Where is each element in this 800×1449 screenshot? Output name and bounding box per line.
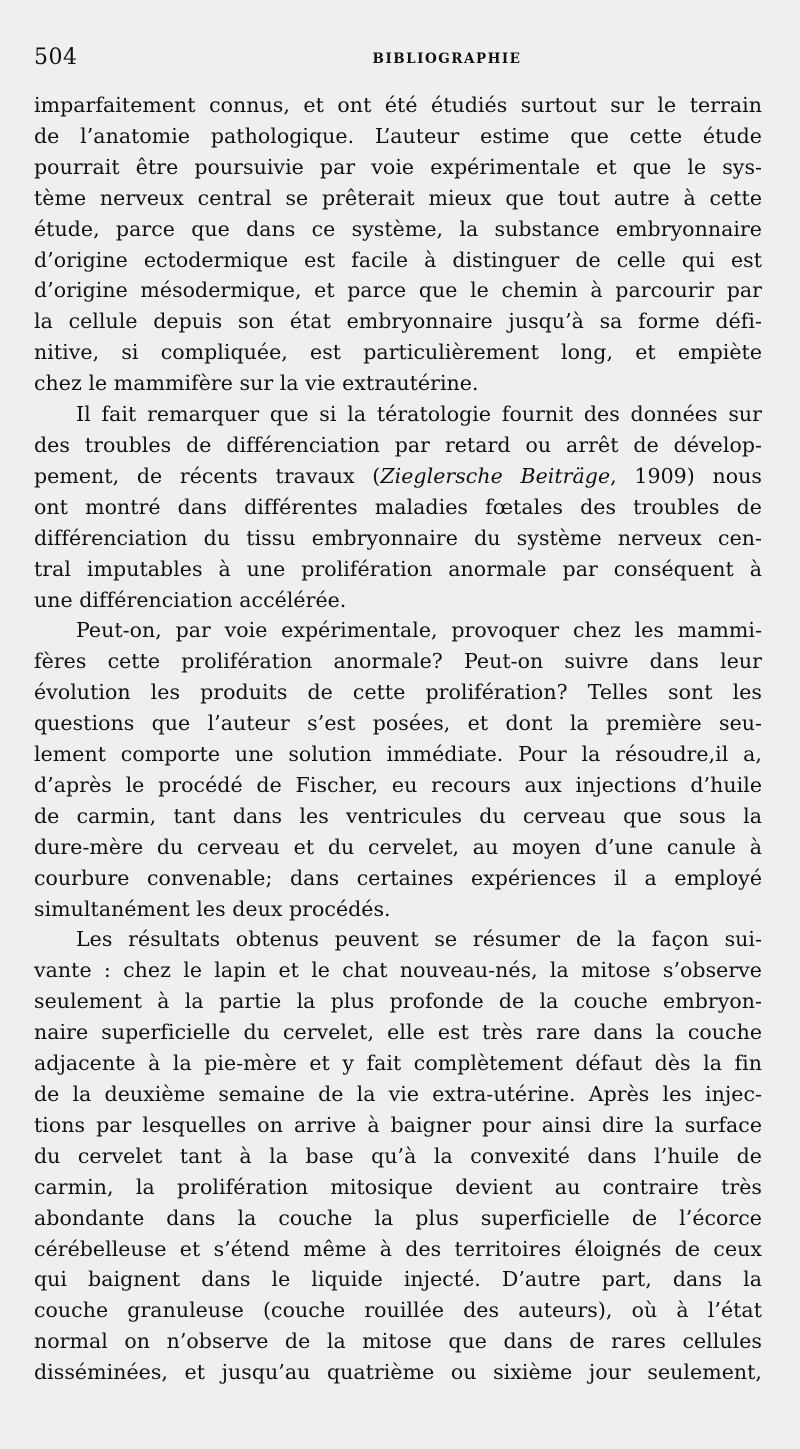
text-line: de carmin, tant dans les ventricules du cerveau que sous la xyxy=(34,803,762,828)
text-line: couche granuleuse (couche rouillée des auteurs), où à l’état xyxy=(34,1298,762,1323)
text-line: tions par lesquelles on arrive à baigner pour ainsi dire la surface xyxy=(34,1112,762,1137)
text-line: Il fait remarquer que si la tératologie fournit des données sur xyxy=(76,402,762,427)
text-line: lement comporte une solution immédiate. Pour la résoudre,il a, xyxy=(34,742,762,767)
text-line: pement, de récents travaux (Zieglersche Beiträge, 1909) nous xyxy=(34,463,762,488)
text-line: naire superficielle du cervelet, elle est très rare dans la couche xyxy=(34,1020,762,1045)
text-line: tral imputables à une prolifération anormale par conséquent à xyxy=(34,556,762,581)
text-line: tème nerveux central se prêterait mieux que tout autre à cette xyxy=(34,185,762,210)
text-line: chez le mammifère sur la vie extrautérine. xyxy=(34,371,479,396)
text-line: seulement à la partie la plus profonde de la couche embryon- xyxy=(34,989,762,1014)
text-line: du cervelet tant à la base qu’à la convexité dans l’huile de xyxy=(34,1143,762,1168)
text-line: d’origine mésodermique, et parce que le chemin à parcourir par xyxy=(34,278,762,303)
text-line: imparfaitement connus, et ont été étudiés surtout sur le terrain xyxy=(34,93,762,117)
text-line: adjacente à la pie-mère et y fait complètement défaut dès la fin xyxy=(34,1051,762,1076)
body-text xyxy=(34,90,762,1388)
paragraph-1 xyxy=(34,90,762,399)
text-line: normal on n’observe de la mitose que dans de rares cellules xyxy=(34,1329,762,1354)
text-line: vante : chez le lapin et le chat nouveau-nés, la mitose s’observe xyxy=(34,958,762,983)
running-head: BIBLIOGRAPHIE xyxy=(372,51,522,67)
text-line: d’origine ectodermique est facile à distinguer de celle qui est xyxy=(34,247,762,272)
page-header xyxy=(34,46,780,78)
text-line: abondante dans la couche la plus superficielle de l’écorce xyxy=(34,1205,762,1230)
text-line: de l’anatomie pathologique. L’auteur estime que cette étude xyxy=(34,123,762,148)
text-line: nitive, si compliquée, est particulièrement long, et empiète xyxy=(34,340,762,365)
text-line: d’après le procédé de Fischer, eu recours aux injections d’huile xyxy=(34,772,762,797)
text-line: qui baignent dans le liquide injecté. D’autre part, dans la xyxy=(34,1267,762,1292)
text-line: la cellule depuis son état embryonnaire jusqu’à sa forme défi- xyxy=(34,309,762,334)
text-line: une différenciation accélérée. xyxy=(34,587,347,612)
text-line: carmin, la prolifération mitosique devient au contraire très xyxy=(34,1174,762,1199)
journal-title: Zieglersche Beiträge xyxy=(380,463,611,488)
text-line: étude, parce que dans ce système, la substance embryonnaire xyxy=(34,216,762,241)
text-line: pourrait être poursuivie par voie expérimentale et que le sys- xyxy=(34,154,762,179)
text-line: questions que l’auteur s’est posées, et dont la première seu- xyxy=(34,711,762,736)
text-line: Peut-on, par voie expérimentale, provoquer chez les mammi- xyxy=(76,618,762,643)
text-line: simultanément les deux procédés. xyxy=(34,896,391,921)
text-line: des troubles de différenciation par retard ou arrêt de dévelop- xyxy=(34,432,762,457)
text-line: Les résultats obtenus peuvent se résumer de la façon sui- xyxy=(76,927,762,952)
paragraph-2 xyxy=(34,399,762,615)
text-line: de la deuxième semaine de la vie extra-utérine. Après les injec- xyxy=(34,1082,762,1106)
text-line: dure-mère du cerveau et du cervelet, au moyen d’une canule à xyxy=(34,834,762,859)
text-line: évolution les produits de cette prolifération? Telles sont les xyxy=(34,680,762,705)
page-number: 504 xyxy=(34,45,78,70)
text-line: courbure convenable; dans certaines expériences il a employé xyxy=(34,865,762,890)
text-line: ont montré dans différentes maladies fœtales des troubles de xyxy=(34,494,762,519)
text-line: fères cette prolifération anormale? Peut-on suivre dans leur xyxy=(34,649,762,674)
text-line: disséminées, et jusqu’au quatrième ou sixième jour seulement, xyxy=(34,1360,762,1385)
paragraph-3 xyxy=(34,615,762,924)
text-line: cérébelleuse et s’étend même à des territoires éloignés de ceux xyxy=(34,1236,762,1261)
paragraph-4 xyxy=(34,924,762,1388)
text-line: différenciation du tissu embryonnaire du système nerveux cen- xyxy=(34,525,762,550)
